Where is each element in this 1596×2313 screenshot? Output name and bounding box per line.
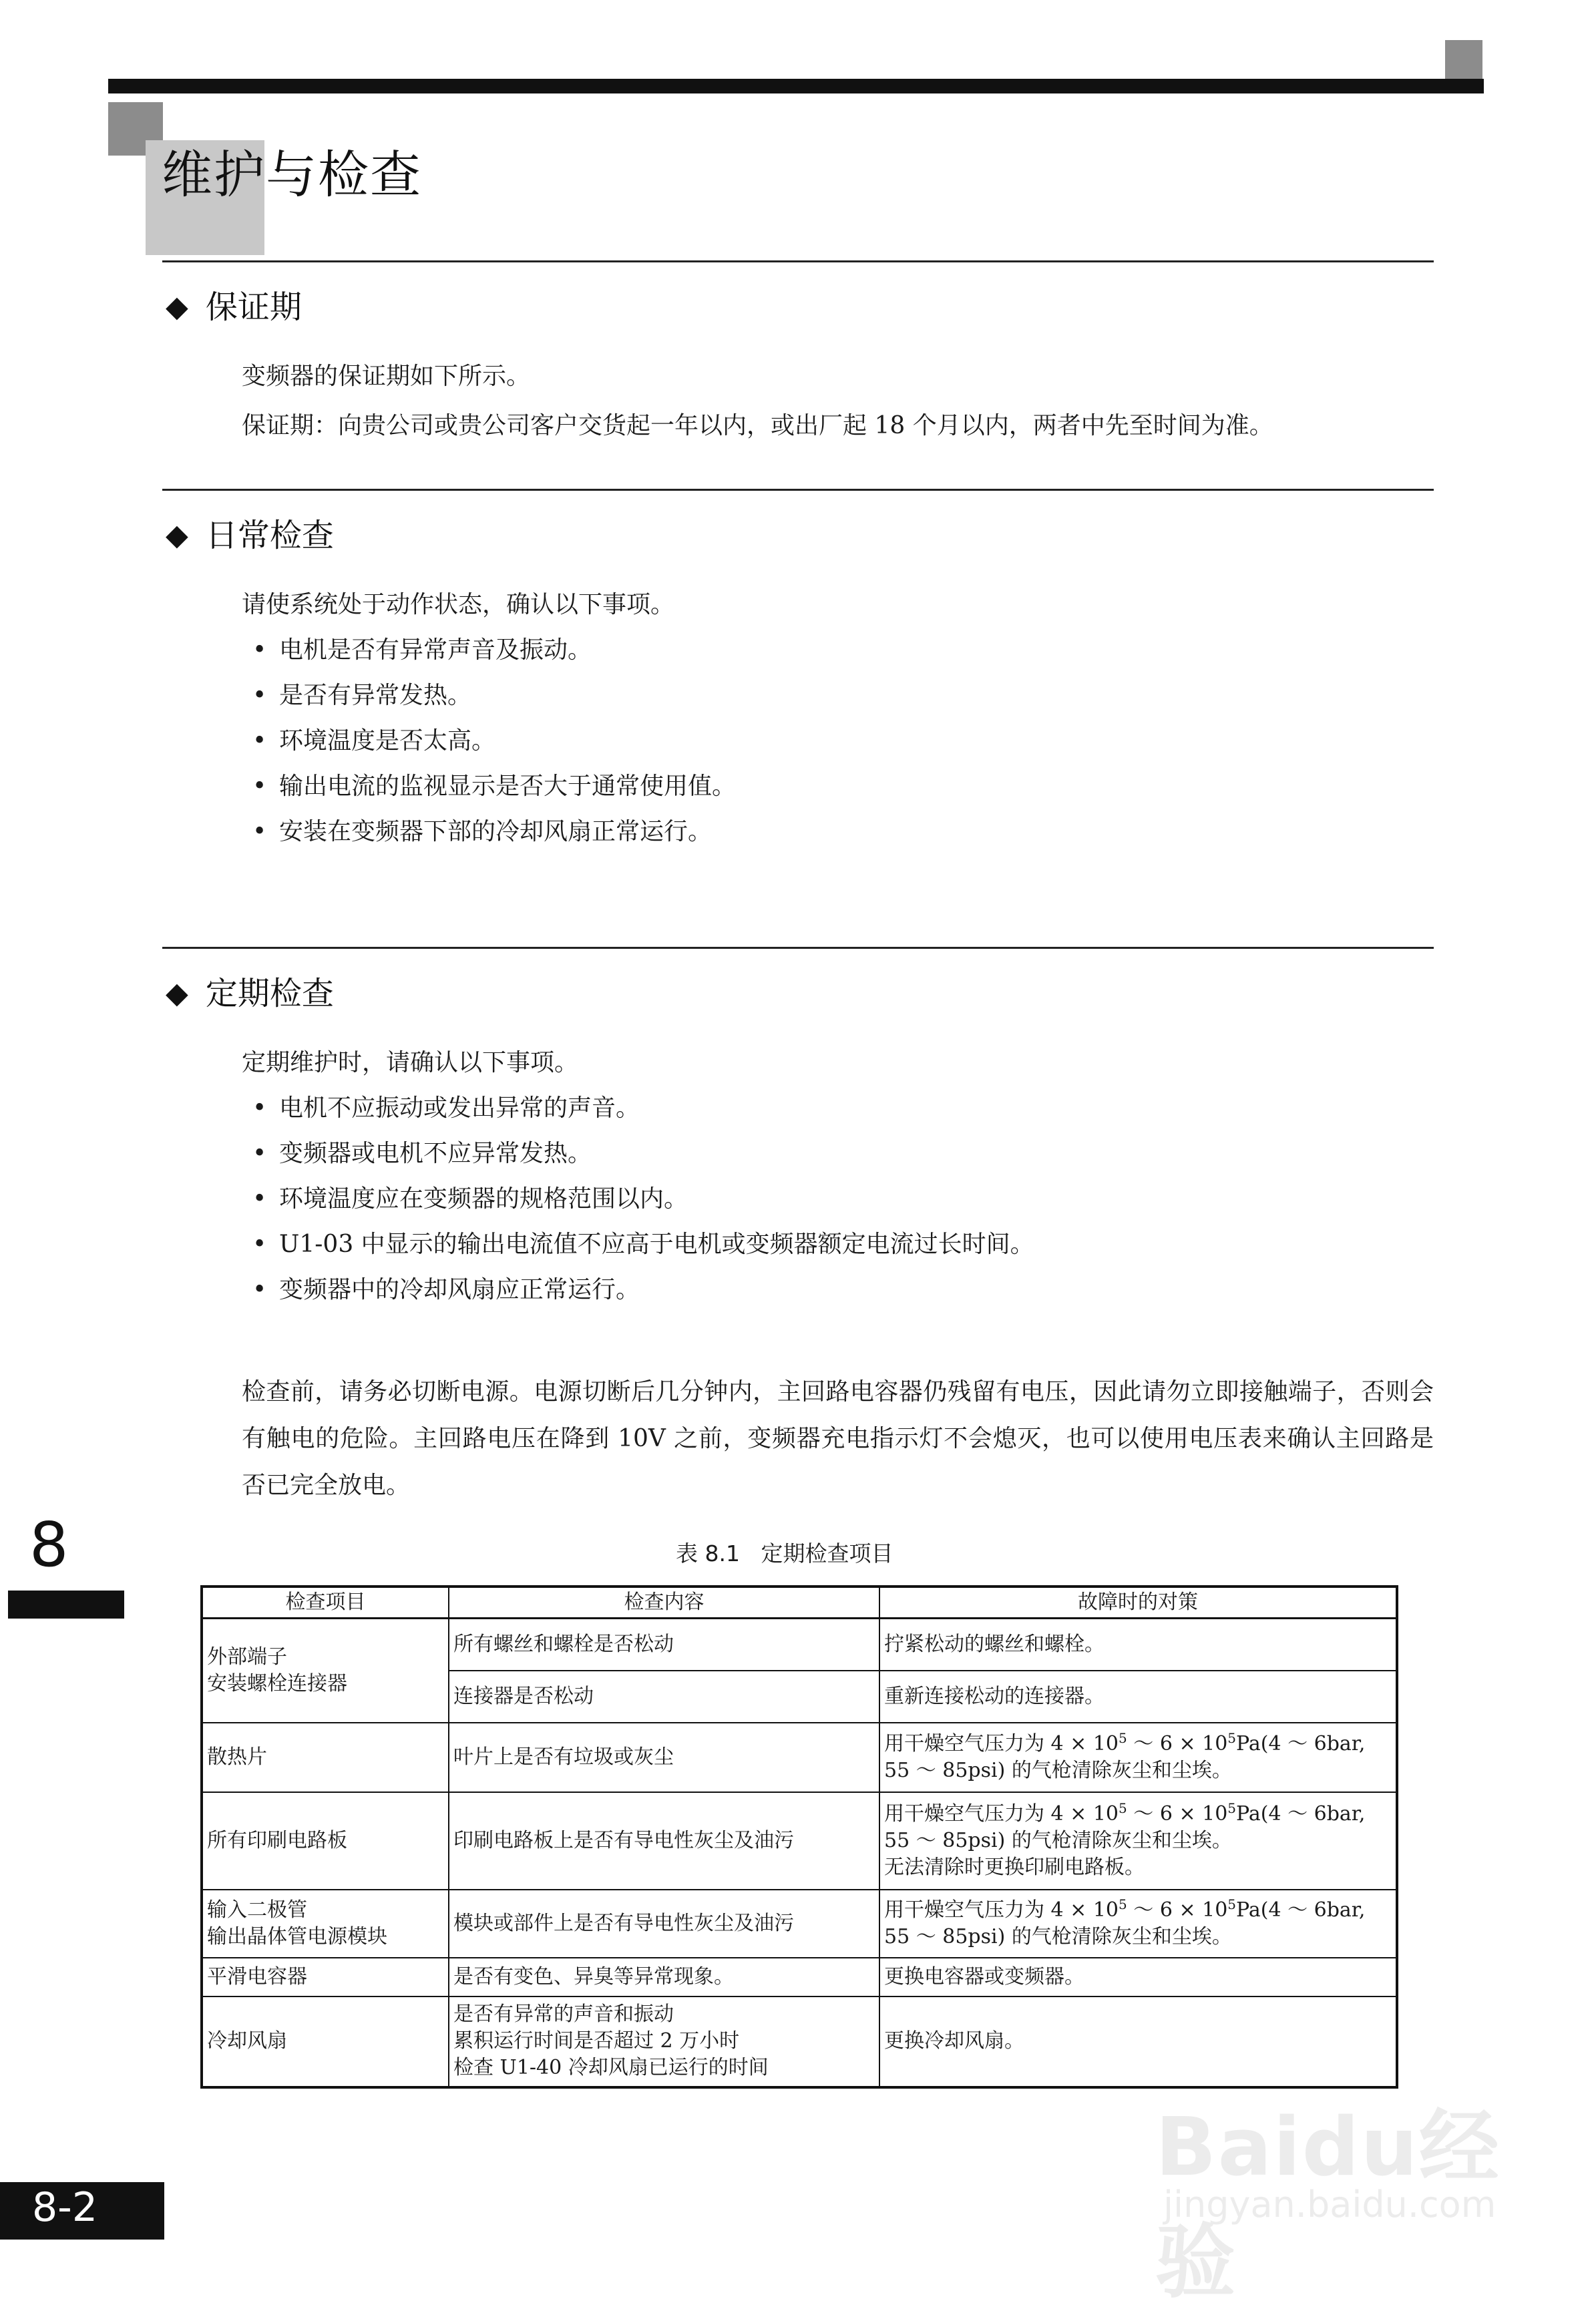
table-cell-action: 更换冷却风扇。 xyxy=(879,1996,1397,2087)
table-header-row xyxy=(202,1587,1397,1619)
table-cell-content: 叶片上是否有垃圾或灰尘 xyxy=(449,1723,879,1792)
table-cell-item: 外部端子 安装螺栓连接器 xyxy=(202,1619,449,1723)
section-heading-text: 日常检查 xyxy=(205,517,334,554)
diamond-bullet-icon: ◆ xyxy=(166,518,188,552)
diamond-bullet-icon: ◆ xyxy=(166,290,188,324)
table-row xyxy=(202,1723,1397,1792)
warranty-line-2: 保证期：向贵公司或贵公司客户交货起一年以内，或出厂起 18 个月以内，两者中先至时间为准。 xyxy=(242,412,1273,439)
table-cell-action: 用干燥空气压力为 $4 \times 10^5$ ～ $6 \times 10^5Pa(4$ ～ 6bar, 55 ～ 85psi) 的气枪清除灰尘和尘埃。 xyxy=(879,1890,1397,1958)
section-divider xyxy=(162,260,1434,262)
list-item: • 变频器中的冷却风扇应正常运行。 xyxy=(252,1276,640,1303)
table-cell-content: 是否有异常的声音和振动 累积运行时间是否超过 2 万小时 检查 U1-40 冷却风扇已运行的时间 xyxy=(449,1996,879,2087)
table-cell-item: 冷却风扇 xyxy=(202,1996,449,2087)
list-item: • U1-03 中显示的输出电流值不应高于电机或变频器额定电流过长时间。 xyxy=(252,1231,1034,1258)
list-item: • 是否有异常发热。 xyxy=(252,682,472,709)
section-heading-warranty xyxy=(166,288,302,326)
header-corner-square xyxy=(1445,40,1482,81)
table-cell-content: 所有螺丝和螺栓是否松动 xyxy=(449,1619,879,1671)
baidu-watermark xyxy=(1155,2057,1529,2309)
diamond-bullet-icon: ◆ xyxy=(166,976,188,1010)
section-heading-text: 保证期 xyxy=(205,288,302,326)
inspection-table xyxy=(200,1585,1398,2089)
table-row xyxy=(202,1890,1397,1958)
chapter-number: 8 xyxy=(29,1509,69,1581)
list-item: • 输出电流的监视显示是否大于通常使用值。 xyxy=(252,773,737,800)
table-cell-action: 用干燥空气压力为 $4 \times 10^5$ ～ $6 \times 10^5Pa(4$ ～ 6bar, 55 ～ 85psi) 的气枪清除灰尘和尘埃。 无法清除时更换印刷电路板。 xyxy=(879,1792,1397,1890)
table-caption: 表 8.1 定期检查项目 xyxy=(676,1540,893,1566)
list-item: • 安装在变频器下部的冷却风扇正常运行。 xyxy=(252,818,713,845)
section-divider xyxy=(162,489,1434,491)
table-cell-action: 用干燥空气压力为 $4 \times 10^5$ ～ $6 \times 10^5Pa(4$ ～ 6bar, 55 ～ 85psi) 的气枪清除灰尘和尘埃。 xyxy=(879,1723,1397,1792)
chapter-tab-bar xyxy=(8,1591,124,1619)
table-row xyxy=(202,1792,1397,1890)
section-heading-periodic xyxy=(166,975,334,1012)
table-cell-action: 更换电容器或变频器。 xyxy=(879,1958,1397,1996)
table-cell-content: 连接器是否松动 xyxy=(449,1671,879,1723)
column-header: 故障时的对策 xyxy=(879,1587,1397,1619)
table-cell-content: 印刷电路板上是否有导电性灰尘及油污 xyxy=(449,1792,879,1890)
page-title: 维护与检查 xyxy=(162,145,422,204)
table-cell-item: 散热片 xyxy=(202,1723,449,1792)
table-cell-item: 平滑电容器 xyxy=(202,1958,449,1996)
section-heading-text: 定期检查 xyxy=(205,975,334,1012)
section-divider xyxy=(162,947,1434,949)
column-header: 检查内容 xyxy=(449,1587,879,1619)
watermark-logo-text: Baidu经验 xyxy=(1155,2101,1501,2309)
table-cell-action: 重新连接松动的连接器。 xyxy=(879,1671,1397,1723)
page-number: 8-2 xyxy=(32,2184,97,2231)
table-cell-item: 输入二极管 输出晶体管电源模块 xyxy=(202,1890,449,1958)
section-heading-daily xyxy=(166,519,334,552)
periodic-intro: 定期维护时，请确认以下事项。 xyxy=(242,1049,579,1076)
watermark-url: jingyan.baidu.com xyxy=(1163,2183,1497,2226)
daily-intro: 请使系统处于动作状态，确认以下事项。 xyxy=(242,591,675,618)
table-row xyxy=(202,1619,1397,1671)
header-bar xyxy=(108,79,1484,93)
list-item: • 环境温度是否太高。 xyxy=(252,727,496,755)
list-item: • 电机不应振动或发出异常的声音。 xyxy=(252,1094,640,1122)
list-item: • 电机是否有异常声音及振动。 xyxy=(252,636,592,664)
column-header: 检查项目 xyxy=(202,1587,449,1619)
list-item: • 环境温度应在变频器的规格范围以内。 xyxy=(252,1185,688,1213)
safety-warning-paragraph: 检查前，请务必切断电源。电源切断后几分钟内，主回路电容器仍残留有电压，因此请勿立即接触端子，否则会有触电的危险。主回路电压在降到 10V 之前，变频器充电指示灯不会熄灭，也可以使用电压表来确认主回路是否已完全放电。 xyxy=(242,1378,1434,1499)
warranty-line-1: 变频器的保证期如下所示。 xyxy=(242,363,531,390)
table-row xyxy=(202,1958,1397,1996)
table-cell-content: 模块或部件上是否有导电性灰尘及油污 xyxy=(449,1890,879,1958)
list-item: • 变频器或电机不应异常发热。 xyxy=(252,1140,592,1167)
table-cell-content: 是否有变色、异臭等异常现象。 xyxy=(449,1958,879,1996)
table-cell-item: 所有印刷电路板 xyxy=(202,1792,449,1890)
table-cell-action: 拧紧松动的螺丝和螺栓。 xyxy=(879,1619,1397,1671)
